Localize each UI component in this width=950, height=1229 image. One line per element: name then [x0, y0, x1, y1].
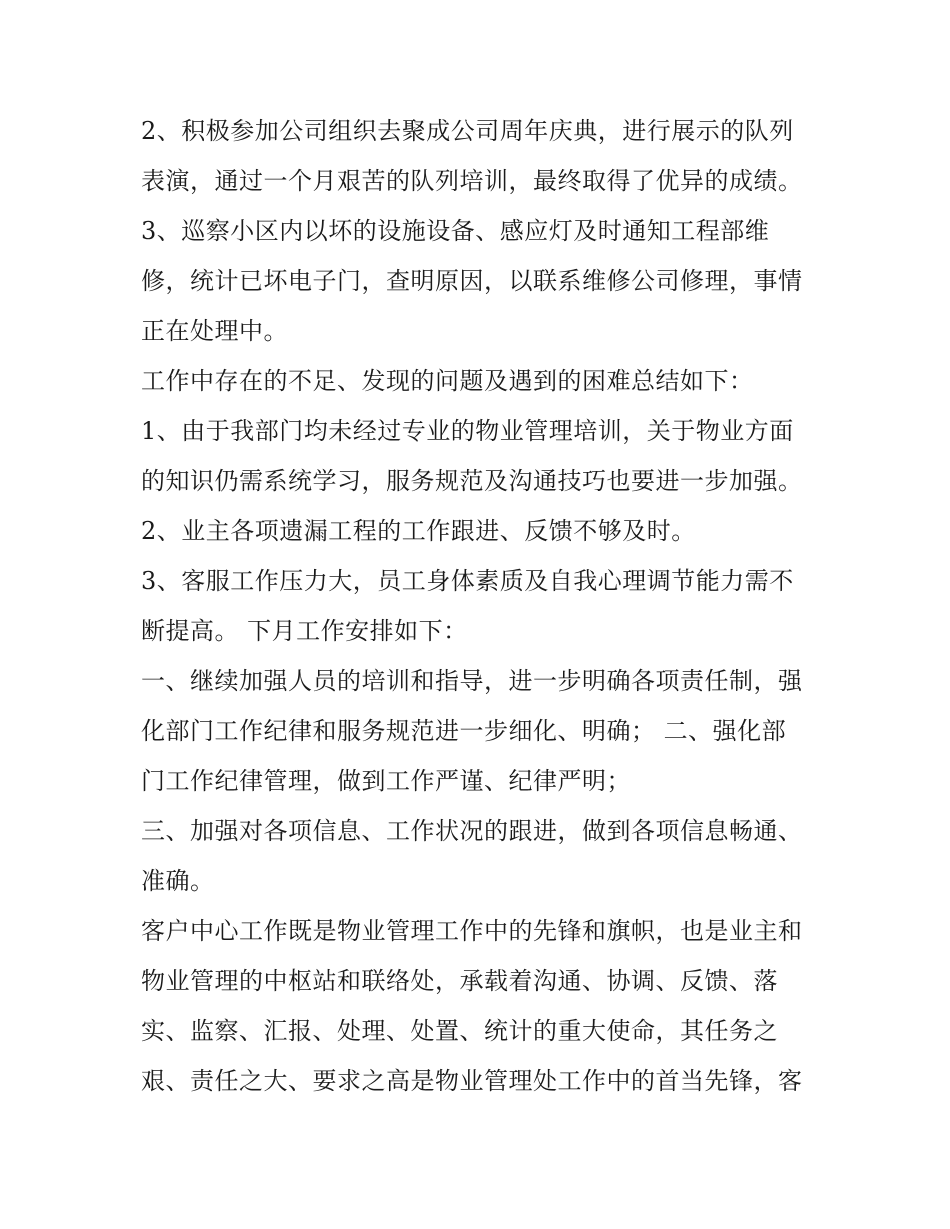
text-line: 实、监察、汇报、处理、处置、统计的重大使命，其任务之 [141, 1017, 778, 1045]
text-line: 正在处理中。 [141, 317, 288, 345]
section-heading: 工作中存在的不足、发现的问题及遇到的困难总结如下： [141, 367, 754, 395]
text-line: 客户中心工作既是物业管理工作中的先锋和旗帜，也是业主和 [141, 917, 803, 945]
text-line: 修，统计已坏电子门，查明原因，以联系维修公司修理，事情 [141, 267, 803, 295]
text-line: 门工作纪律管理，做到工作严谨、纪律严明； [141, 767, 631, 795]
text-line: 3、巡察小区内以坏的设施设备、感应灯及时通知工程部维 [141, 217, 770, 245]
text-line: 物业管理的中枢站和联络处，承载着沟通、协调、反馈、落 [141, 967, 778, 995]
document-body [141, 106, 821, 1106]
text-line: 三、加强对各项信息、工作状况的跟进，做到各项信息畅通、 [141, 817, 803, 845]
text-line: 化部门工作纪律和服务规范进一步细化、明确； 二、强化部 [141, 717, 787, 745]
text-line: 1、由于我部门均未经过专业的物业管理培训，关于物业方面 [141, 417, 794, 445]
text-line: 断提高。 下月工作安排如下： [141, 617, 468, 645]
text-line: 的知识仍需系统学习，服务规范及沟通技巧也要进一步加强。 [141, 467, 803, 495]
text-line: 表演，通过一个月艰苦的队列培训，最终取得了优异的成绩。 [141, 167, 803, 195]
text-line: 3、客服工作压力大，员工身体素质及自我心理调节能力需不 [141, 567, 794, 595]
text-line: 一、继续加强人员的培训和指导，进一步明确各项责任制，强 [141, 667, 803, 695]
text-line: 艰、责任之大、要求之高是物业管理处工作中的首当先锋，客 [141, 1067, 803, 1095]
text-line: 准确。 [141, 867, 215, 895]
text-line: 2、积极参加公司组织去聚成公司周年庆典，进行展示的队列 [141, 117, 794, 145]
text-line: 2、业主各项遗漏工程的工作跟进、反馈不够及时。 [141, 517, 696, 545]
